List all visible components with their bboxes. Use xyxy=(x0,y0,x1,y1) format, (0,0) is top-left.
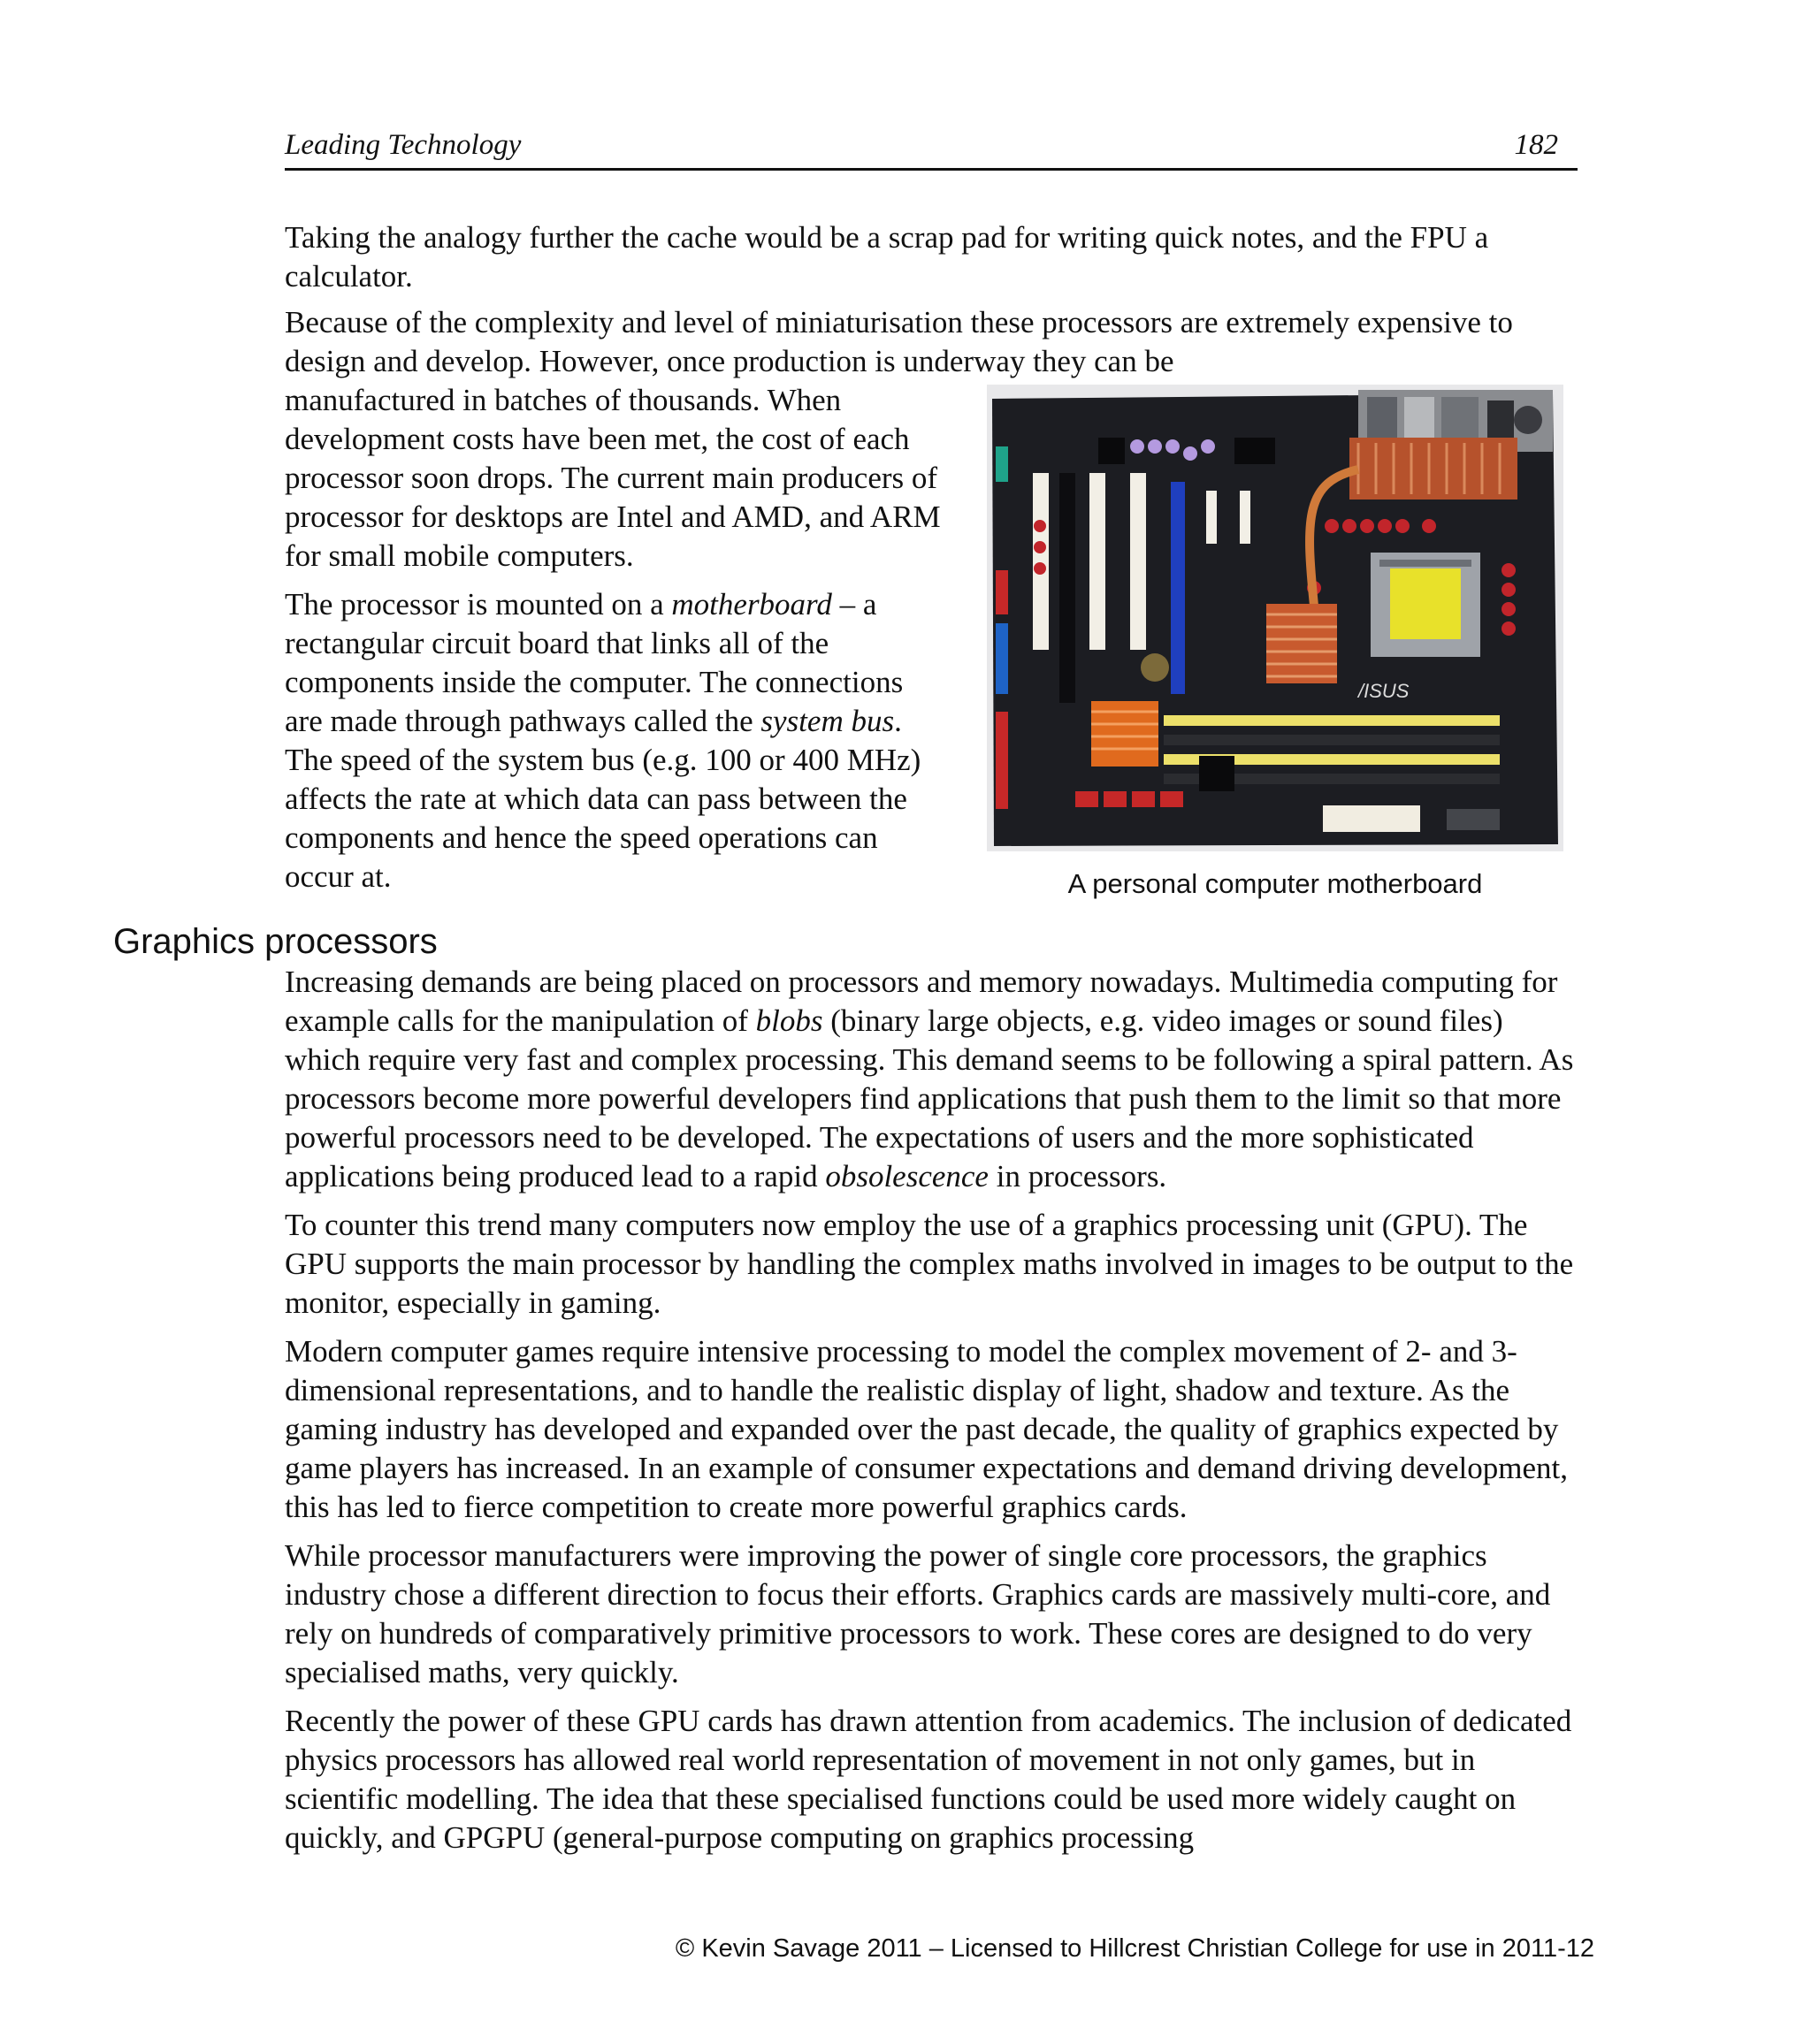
book-title: Leading Technology xyxy=(285,129,522,161)
paragraph-manufacturing: manufactured in batches of thousands. When development costs have been met, the cost of each processor soon drops. The current main producers of processor for desktops are Intel and AMD, and ARM for small mobile computers. xyxy=(285,383,941,573)
paragraph-motherboard: The processor is mounted on a motherboard – a rectangular circuit board that links all of the components inside the computer. The connections are made through pathways called the system bus. The speed of the system bus (e.g. 100 or 400 MHz) affects the rate at which data can pass between the components and hence the speed operations can occur at. xyxy=(285,587,921,894)
paragraph-text: Because of the complexity and level of miniaturisation these processors are extremely expensive to design and develop. However, once production is underway they can be xyxy=(285,305,1513,378)
paragraph-text: Taking the analogy further the cache would be a scrap pad for writing quick notes, and the FPU a calculator. xyxy=(285,220,1489,294)
paragraph-demands: Increasing demands are being placed on processors and memory nowadays. Multimedia computing for example calls for the manipulation of blobs (binary large objects, e.g. video images or sound files) which require very fast and complex processing. This demand seems to be following a spiral pattern. As processors become more powerful developers find applications that push them to the limit so that more powerful processors need to be developed. The expectations of users and the more sophisticated applications being produced lead to a rapid obsolescence in processors. xyxy=(285,965,1574,1194)
term-obsolescence: obsolescence xyxy=(825,1159,989,1194)
paragraph-gpgpu: Recently the power of these GPU cards has drawn attention from academics. The inclusion of dedicated physics processors has allowed real world representation of movement in not only games, but in scientific modelling. The idea that these specialised functions could be used more widely caught on quickly, and GPGPU (general-purpose computing on graphics processing xyxy=(285,1704,1572,1855)
section-heading: Graphics processors xyxy=(113,922,438,961)
page-number: 182 xyxy=(1514,129,1558,161)
term-motherboard: motherboard xyxy=(671,587,832,622)
figure-caption: A personal computer motherboard xyxy=(1067,868,1483,899)
graphics-section-body xyxy=(285,963,1576,1867)
paragraph-complexity-intro xyxy=(285,303,1576,391)
paragraph-games: Modern computer games require intensive processing to model the complex movement of 2- and 3-dimensional representations, and to handle the realistic display of light, shadow and texture. As the gaming industry has developed and expanded over the past decade, the quality of graphics expected by game players has increased. In an example of consumer expectations and demand driving development, this has led to fierce competition to create more powerful graphics cards. xyxy=(285,1334,1569,1524)
copyright-footer: © Kevin Savage 2011 – Licensed to Hillcrest Christian College for use in 2011-12 xyxy=(675,1934,1594,1963)
paragraph-multicore: While processor manufacturers were improving the power of single core processors, the graphics industry chose a different direction to focus their efforts. Graphics cards are massively multi-core, and rely on hundreds of comparatively primitive processors to work. These cores are designed to do very specialised maths, very quickly. xyxy=(285,1538,1551,1689)
motherboard-image xyxy=(987,385,1563,851)
paragraph-cache-analogy xyxy=(285,218,1576,306)
term-blobs: blobs xyxy=(755,1003,823,1038)
running-header xyxy=(285,126,1578,171)
paragraph-gpu: To counter this trend many computers now employ the use of a graphics processing unit (GPU). The GPU supports the main processor by handling the complex maths involved in images to be output to the monitor, especially in gaming. xyxy=(285,1208,1574,1320)
left-text-column xyxy=(285,381,944,906)
term-system-bus: system bus xyxy=(760,704,895,738)
asus-logo: /ISUS xyxy=(1358,680,1410,702)
